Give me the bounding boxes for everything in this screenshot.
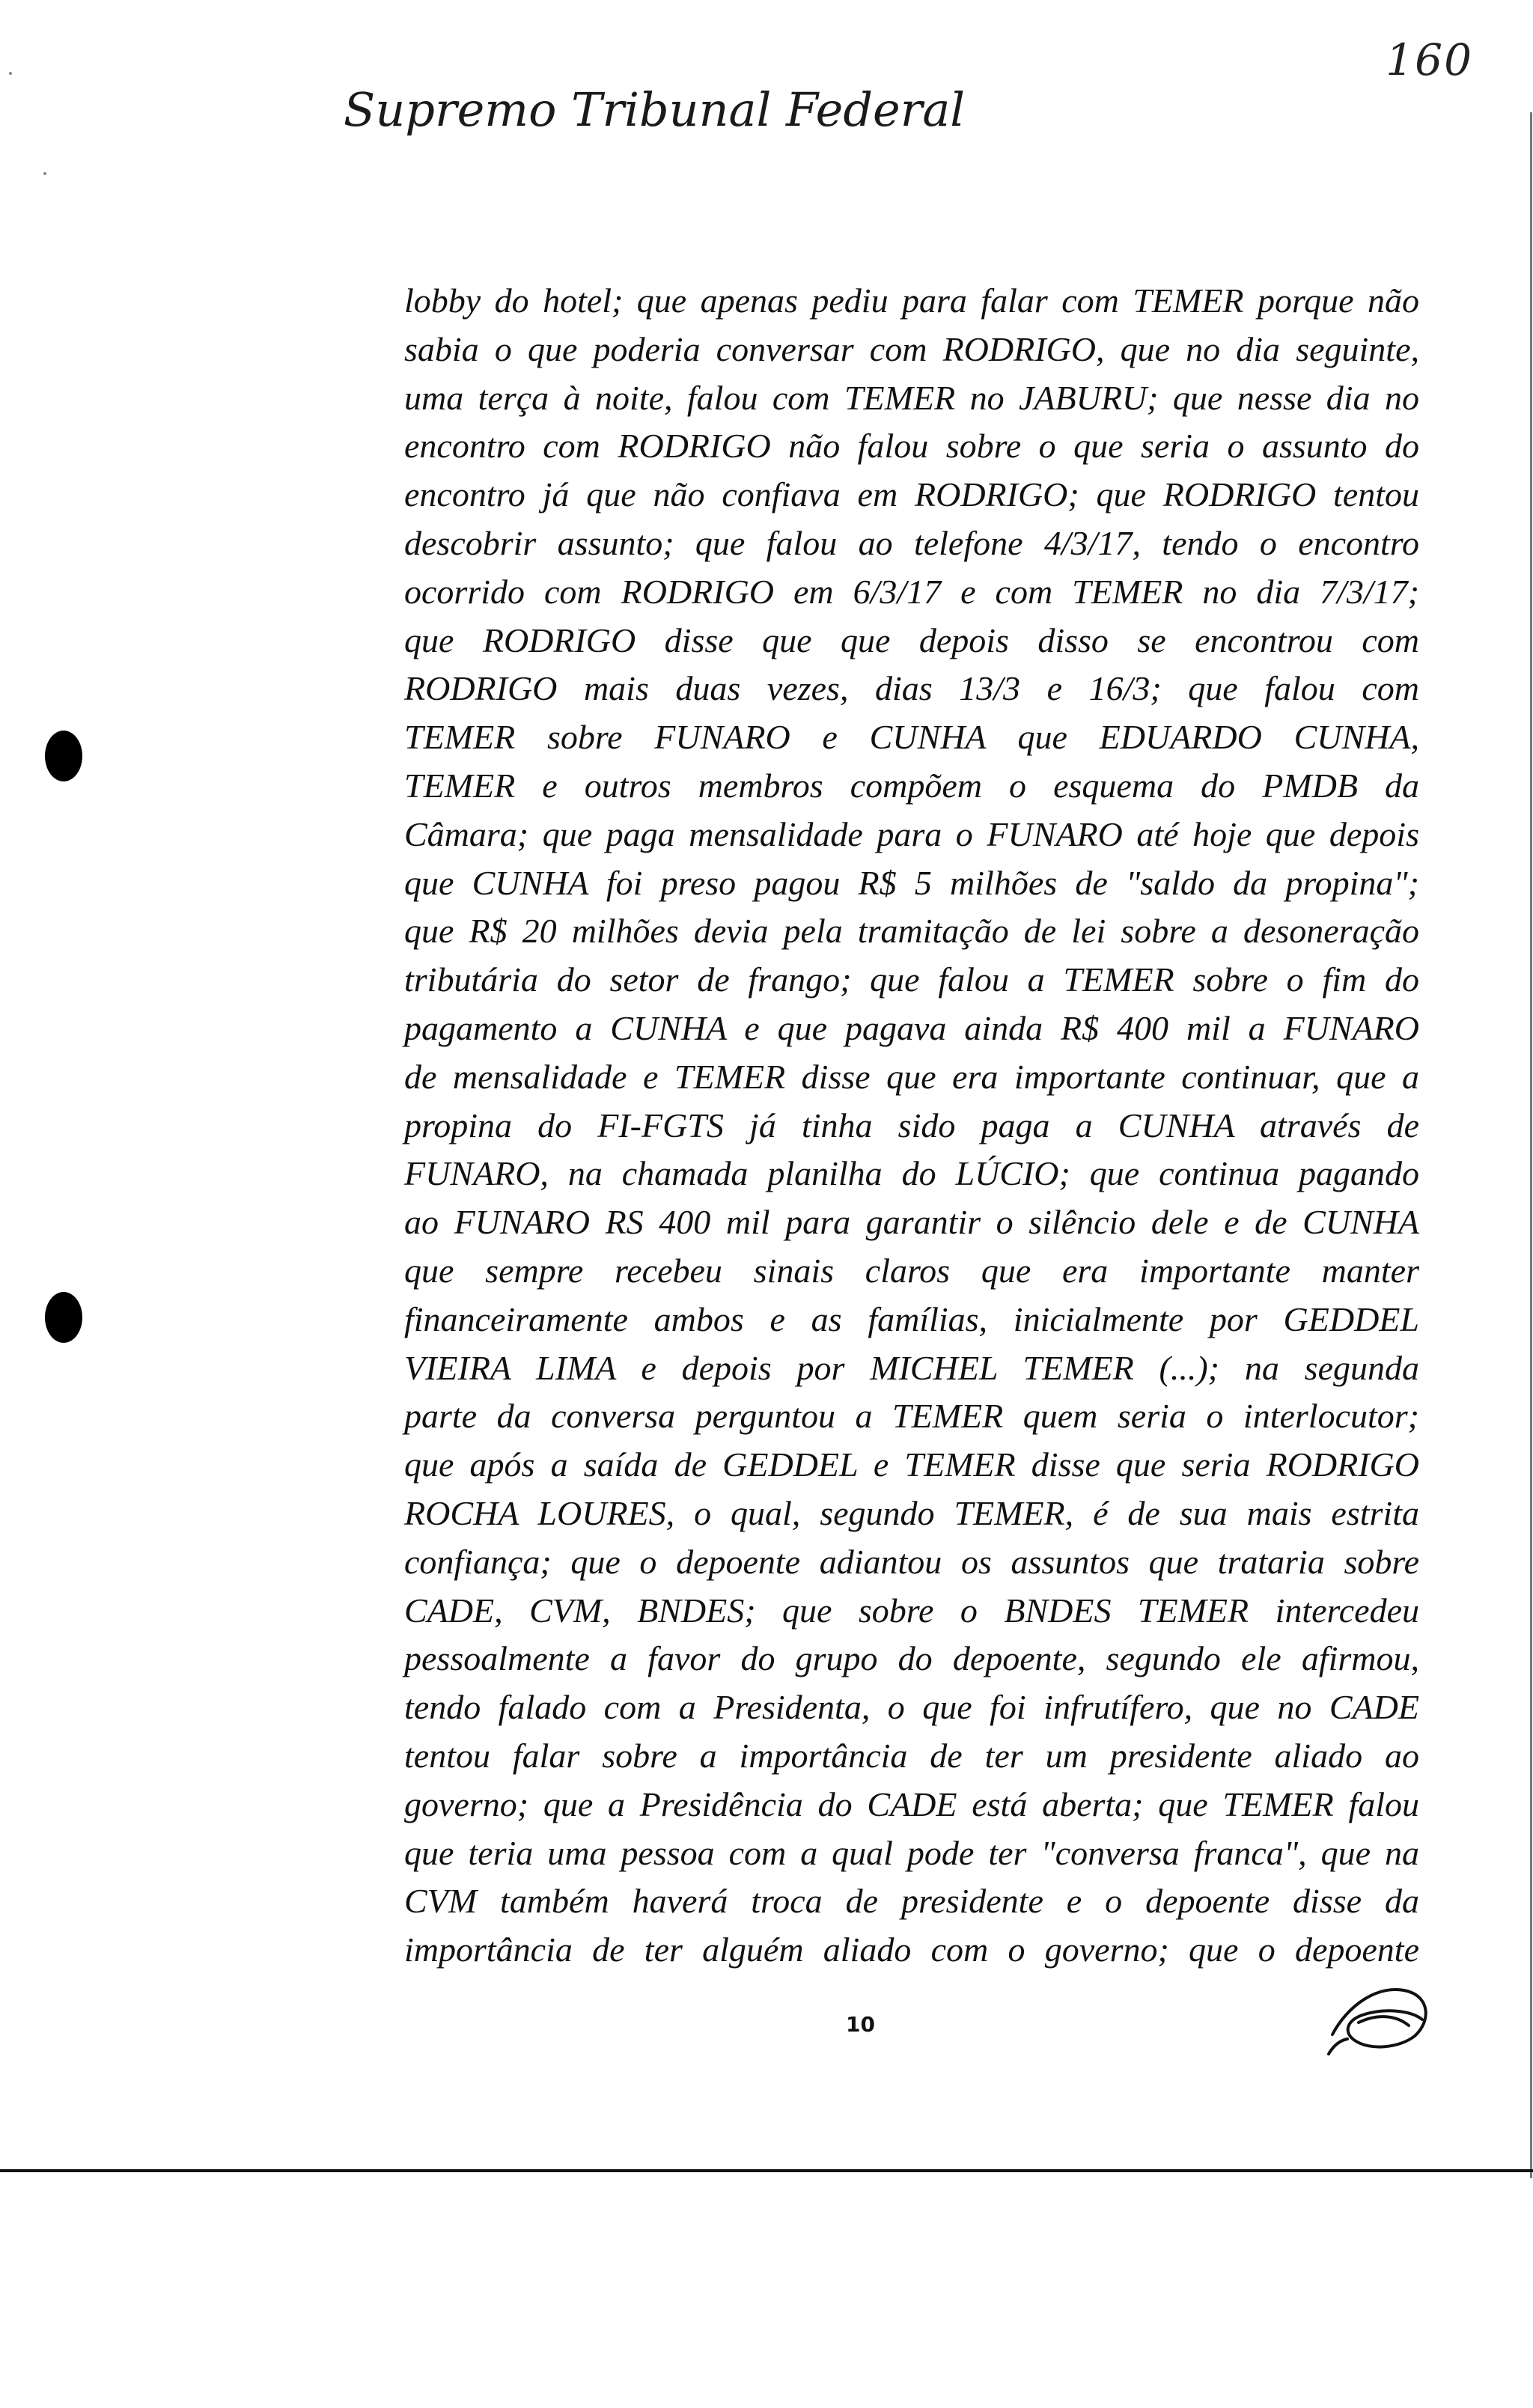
text-line: que R$ 20 milhões devia pela tramitação de lei sobre a desoneração xyxy=(404,912,1419,951)
text-line: pagamento a CUNHA e que pagava ainda R$ 400 mil a FUNARO xyxy=(404,1008,1419,1047)
text-line: encontro já que não confiava em RODRIGO; que RODRIGO tentou xyxy=(404,475,1419,514)
text-line: pessoalmente a favor do grupo do depoente, segundo ele afirmou, xyxy=(404,1639,1419,1678)
scan-speck xyxy=(9,72,12,75)
scan-speck xyxy=(43,172,46,175)
text-line: propina do FI-FGTS já tinha sido paga a CUNHA através de xyxy=(404,1106,1419,1144)
text-line: que sempre recebeu sinais claros que era importante manter xyxy=(404,1251,1419,1290)
text-line: importância de ter alguém aliado com o governo; que o depoente xyxy=(404,1930,1419,1969)
text-line: que teria uma pessoa com a qual pode ter "conversa franca", que na xyxy=(404,1833,1419,1872)
text-line: FUNARO, na chamada planilha do LÚCIO; que continua pagando xyxy=(404,1154,1419,1193)
footer-page-number: 10 xyxy=(846,2012,875,2037)
text-line: ao FUNARO RS 400 mil para garantir o silêncio dele e de CUNHA xyxy=(404,1203,1419,1242)
text-line: tentou falar sobre a importância de ter um presidente aliado ao xyxy=(404,1736,1419,1775)
text-line: TEMER sobre FUNARO e CUNHA que EDUARDO CUNHA, xyxy=(404,718,1419,757)
text-line: que CUNHA foi preso pagou R$ 5 milhões de "saldo da propina"; xyxy=(404,863,1419,902)
text-line: governo; que a Presidência do CADE está aberta; que TEMER falou xyxy=(404,1784,1419,1823)
text-line: lobby do hotel; que apenas pediu para falar com TEMER porque não xyxy=(404,281,1419,320)
handwritten-page-number: 160 xyxy=(1386,34,1473,85)
court-header: Supremo Tribunal Federal xyxy=(343,82,966,137)
punch-hole-bottom xyxy=(45,1292,82,1343)
text-line: de mensalidade e TEMER disse que era importante continuar, que a xyxy=(404,1057,1419,1096)
punch-hole-top xyxy=(45,731,82,781)
text-line: RODRIGO mais duas vezes, dias 13/3 e 16/3; que falou com xyxy=(404,669,1419,708)
text-line: sabia o que poderia conversar com RODRIGO, que no dia seguinte, xyxy=(404,329,1419,368)
text-line: tendo falado com a Presidenta, o que foi infrutífero, que no CADE xyxy=(404,1688,1419,1727)
text-line: uma terça à noite, falou com TEMER no JABURU; que nesse dia no xyxy=(404,378,1419,417)
bottom-edge-line xyxy=(0,2169,1533,2172)
text-line: que após a saída de GEDDEL e TEMER disse que seria RODRIGO xyxy=(404,1445,1419,1484)
text-line: financeiramente ambos e as famílias, inicialmente por GEDDEL xyxy=(404,1299,1419,1338)
text-line: CADE, CVM, BNDES; que sobre o BNDES TEMER intercedeu xyxy=(404,1591,1419,1630)
deposition-text xyxy=(404,277,1419,1975)
text-line: VIEIRA LIMA e depois por MICHEL TEMER (...); na segunda xyxy=(404,1348,1419,1387)
text-line: CVM também haverá troca de presidente e o depoente disse da xyxy=(404,1882,1419,1921)
text-line: tributária do setor de frango; que falou a TEMER sobre o fim do xyxy=(404,960,1419,999)
text-line: TEMER e outros membros compõem o esquema do PMDB da xyxy=(404,766,1419,805)
text-line: encontro com RODRIGO não falou sobre o que seria o assunto do xyxy=(404,427,1419,466)
text-line: ocorrido com RODRIGO em 6/3/17 e com TEMER no dia 7/3/17; xyxy=(404,572,1419,611)
text-line: confiança; que o depoente adiantou os assuntos que trataria sobre xyxy=(404,1542,1419,1581)
text-line: parte da conversa perguntou a TEMER quem seria o interlocutor; xyxy=(404,1397,1419,1436)
right-border-line xyxy=(1530,112,1532,2178)
text-line: descobrir assunto; que falou ao telefone 4/3/17, tendo o encontro xyxy=(404,523,1419,562)
text-line: ROCHA LOURES, o qual, segundo TEMER, é de sua mais estrita xyxy=(404,1493,1419,1532)
text-line: Câmara; que paga mensalidade para o FUNARO até hoje que depois xyxy=(404,814,1419,853)
text-line: que RODRIGO disse que que depois disso se encontrou com xyxy=(404,621,1419,659)
handwritten-initials xyxy=(1325,1976,1437,2058)
